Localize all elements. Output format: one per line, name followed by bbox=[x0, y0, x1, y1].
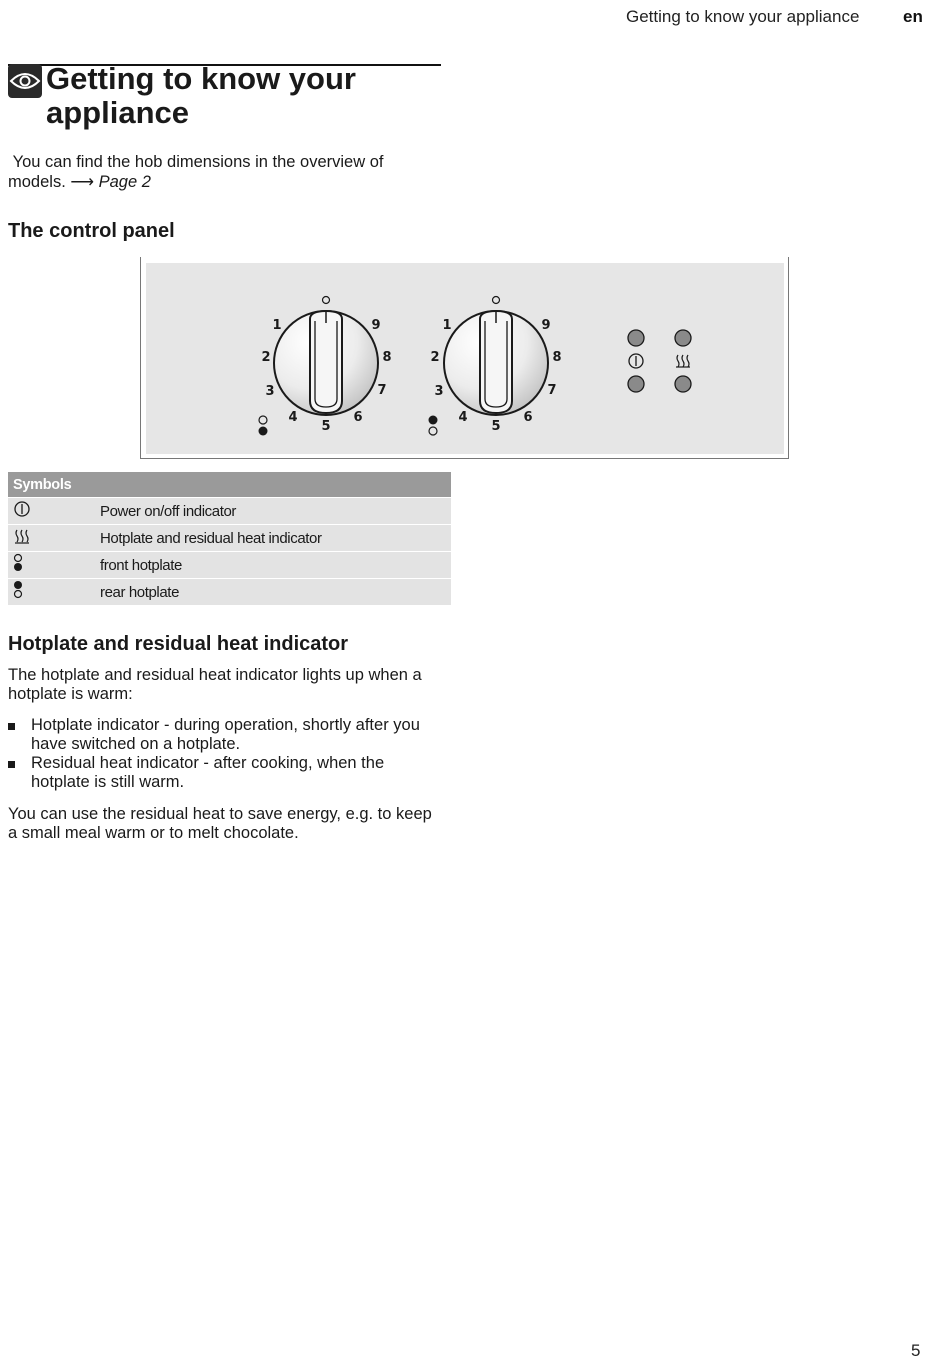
energy-tip-paragraph: You can use the residual heat to save energy, e.g. to keep a small meal warm or to melt chocolate. bbox=[8, 805, 432, 842]
symbols-header: Symbols bbox=[8, 472, 451, 498]
knob2-label-2: 2 bbox=[430, 350, 440, 365]
power-icon bbox=[629, 354, 643, 368]
front-hotplate-icon bbox=[259, 416, 268, 436]
rear-hotplate-icon bbox=[429, 416, 438, 436]
rear-hotplate-icon bbox=[13, 580, 31, 600]
heat-indicator-light-bottom bbox=[675, 376, 691, 392]
knob1-label-5: 5 bbox=[321, 419, 331, 434]
table-row bbox=[8, 579, 451, 606]
symbols-table bbox=[8, 472, 451, 605]
power-indicator-light-top bbox=[628, 330, 644, 346]
heat-indicator-icon bbox=[13, 527, 31, 545]
symbol-label: front hotplate bbox=[100, 552, 451, 579]
running-header-section: Getting to know your appliance bbox=[626, 7, 860, 26]
knob1-label-8: 8 bbox=[382, 350, 392, 365]
knob2-label-9: 9 bbox=[541, 318, 551, 333]
symbol-label: Power on/off indicator bbox=[100, 498, 451, 525]
list-item bbox=[8, 716, 438, 754]
eye-icon bbox=[8, 64, 42, 98]
list-item-text: Residual heat indicator - after cooking, when the hotplate is still warm. bbox=[31, 754, 385, 791]
list-item bbox=[8, 754, 438, 792]
knob2-label-6: 6 bbox=[523, 410, 533, 425]
list-item-text: Hotplate indicator - during operation, shortly after you have switched on a hotplate. bbox=[31, 716, 420, 753]
table-row bbox=[8, 498, 451, 525]
knob-off-mark bbox=[323, 297, 330, 304]
power-icon bbox=[13, 500, 31, 518]
running-header-language: en bbox=[903, 7, 923, 26]
knob2-label-3: 3 bbox=[434, 384, 444, 399]
heat-indicator-light-top bbox=[675, 330, 691, 346]
knob2-label-7: 7 bbox=[547, 383, 557, 398]
knob1-label-9: 9 bbox=[371, 318, 381, 333]
power-indicator-light-bottom bbox=[628, 376, 644, 392]
symbol-label: Hotplate and residual heat indicator bbox=[100, 525, 451, 552]
front-hotplate-icon bbox=[13, 553, 31, 573]
table-header-row bbox=[8, 472, 451, 498]
knob2-label-1: 1 bbox=[442, 318, 452, 333]
intro-paragraph bbox=[8, 153, 438, 192]
bullet-square-icon bbox=[8, 761, 15, 768]
knob1-label-4: 4 bbox=[288, 410, 298, 425]
heat-indicator-icon bbox=[676, 355, 690, 367]
page-reference-link[interactable]: Page 2 bbox=[98, 172, 151, 191]
residual-heat-heading: Hotplate and residual heat indicator bbox=[8, 633, 349, 655]
knob1-label-6: 6 bbox=[353, 410, 363, 425]
page-number: 5 bbox=[911, 1341, 921, 1360]
knob1-label-3: 3 bbox=[265, 384, 275, 399]
knob2-label-5: 5 bbox=[491, 419, 501, 434]
knob1-label-7: 7 bbox=[377, 383, 387, 398]
arrow-icon: ⟶ bbox=[70, 172, 95, 191]
front-hotplate-knob[interactable] bbox=[274, 311, 381, 415]
knob2-label-4: 4 bbox=[458, 410, 468, 425]
bullet-square-icon bbox=[8, 723, 15, 730]
control-panel-heading: The control panel bbox=[8, 220, 175, 242]
knob1-label-2: 2 bbox=[261, 350, 271, 365]
knob-off-mark bbox=[493, 297, 500, 304]
table-row bbox=[8, 525, 451, 552]
rear-hotplate-knob[interactable] bbox=[444, 311, 551, 415]
intro-text: You can find the hob dimensions in the overview of models. bbox=[8, 153, 384, 191]
residual-heat-intro: The hotplate and residual heat indicator lights up when a hotplate is warm: bbox=[8, 666, 422, 703]
symbol-label: rear hotplate bbox=[100, 579, 451, 606]
control-panel-drawing bbox=[146, 263, 784, 454]
table-row bbox=[8, 552, 451, 579]
knob2-label-8: 8 bbox=[552, 350, 562, 365]
residual-heat-list bbox=[8, 716, 438, 792]
page-title: Getting to know your appliance bbox=[46, 61, 356, 130]
knob1-label-1: 1 bbox=[272, 318, 282, 333]
